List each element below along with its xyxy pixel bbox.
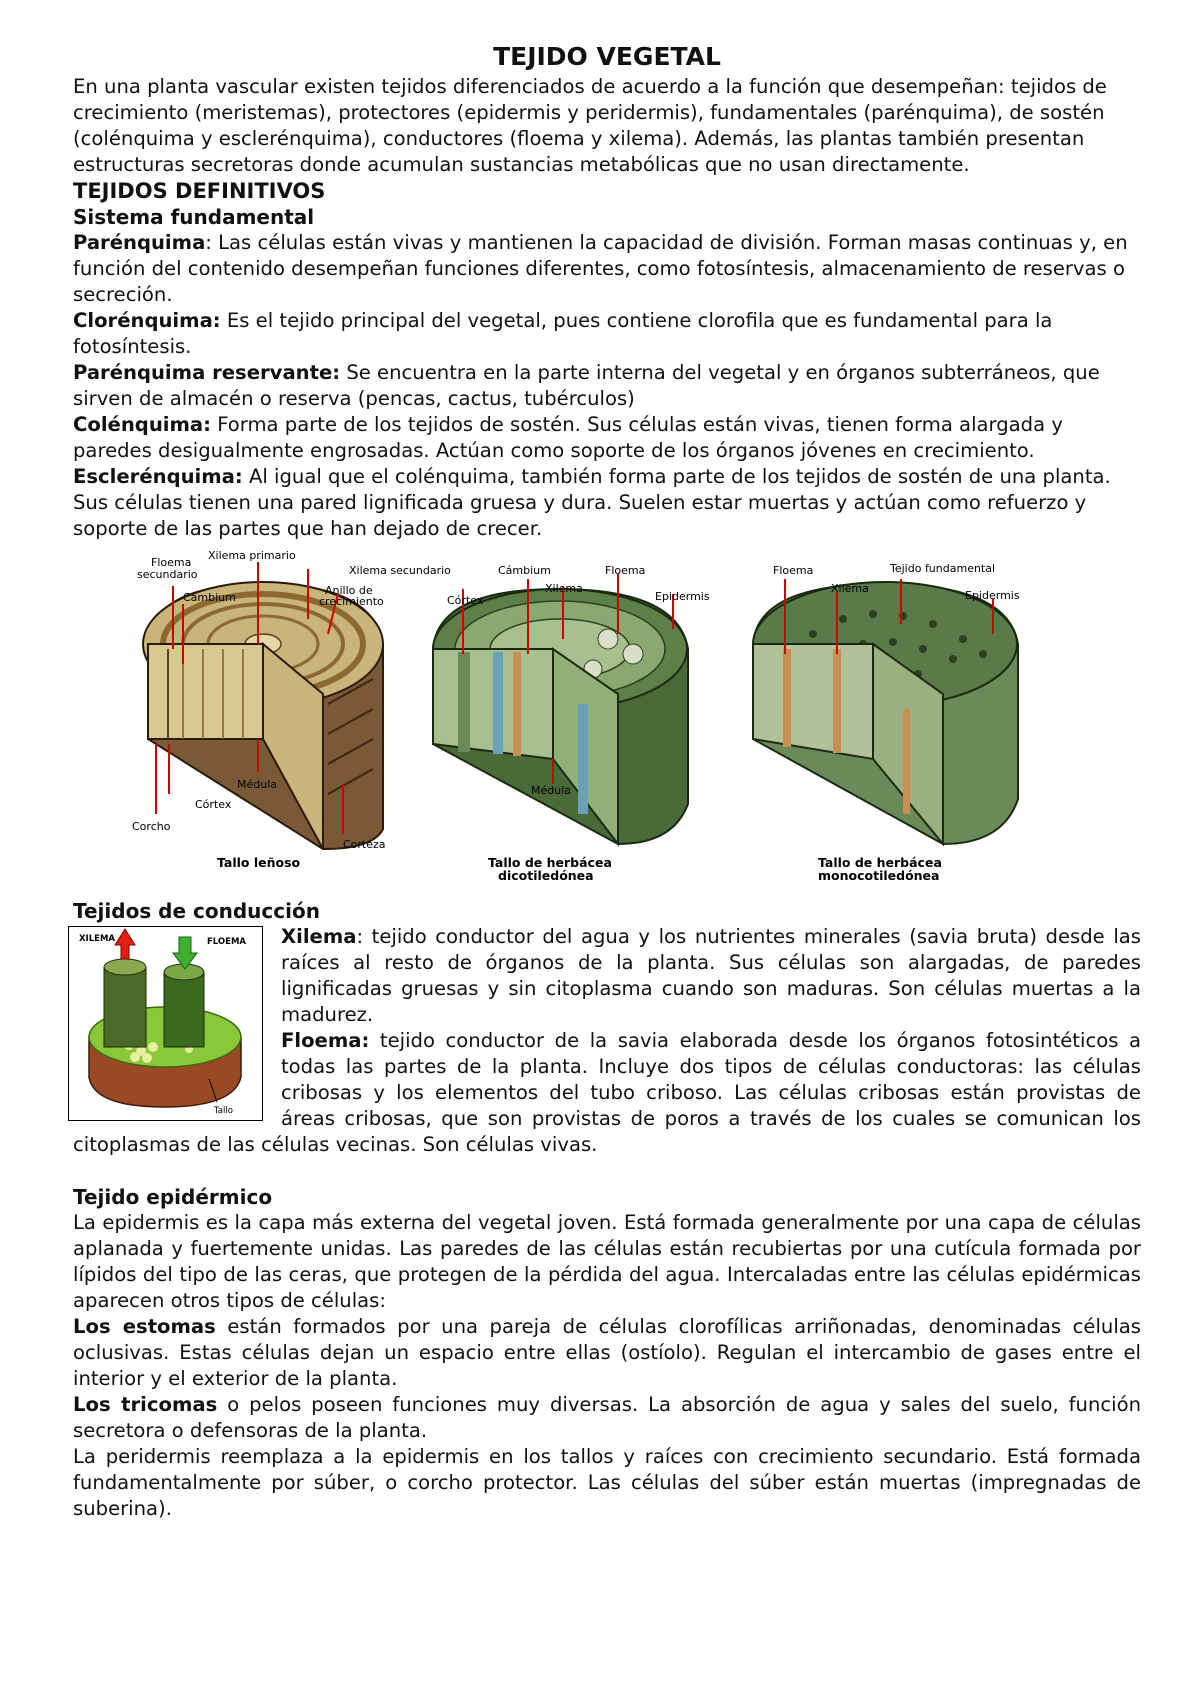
term-xilema: Xilema <box>281 925 357 948</box>
label-epidermis-3: Epidermis <box>965 589 1020 602</box>
spacer <box>73 1158 1141 1184</box>
label-anillo-2: crecimiento <box>319 595 384 608</box>
label-cambium-1: Cámbium <box>183 591 236 604</box>
label-floema-2: Floema <box>605 564 646 577</box>
text-floema: tejido conductor de la savia elaborada desde los órganos fotosintéticos a todas las partes de la planta. Incluye dos tipos de células conductoras: las células cribosas y los elementos del tubo criboso. Las células cribosas están provistas de áreas cribosas, que son provistas de poros a través de los cuales se comunican los citoplasmas de las células vecinas. Son células vivas. <box>73 1029 1141 1156</box>
paragraph-tricomas <box>73 1392 1141 1444</box>
label-medula-2: Médula <box>531 784 572 797</box>
text-xilema: : tejido conductor del agua y los nutrientes minerales (savia bruta) desde las raíces al resto de órganos de la planta. Sus células son alargadas, de paredes lignificadas gruesas y sin citoplasma cuando son maduras. Son células muertas a la madurez. <box>281 925 1141 1026</box>
term-floema: Floema: <box>281 1029 370 1052</box>
text-tricomas: o pelos poseen funciones muy diversas. La absorción de agua y sales del suelo, función secretora o defensoras de la planta. <box>73 1393 1141 1442</box>
paragraph-clorenquima <box>73 308 1141 360</box>
subheading-conduccion: Tejidos de conducción <box>73 899 320 923</box>
inset-label-floema: FLOEMA <box>207 937 246 947</box>
term-esclerenquima: Esclerénquima: <box>73 465 243 488</box>
label-floema-secundario-1: Floema <box>151 556 192 569</box>
woody-stem-illustration <box>143 582 383 849</box>
label-medula-1: Médula <box>237 778 278 791</box>
subheading-epidermico: Tejido epidérmico <box>73 1185 273 1209</box>
document-page <box>73 40 1141 1522</box>
paragraph-esclerenquima <box>73 464 1141 542</box>
text-clorenquima: Es el tejido principal del vegetal, pues contiene clorofila que es fundamental para la fotosíntesis. <box>73 309 1053 358</box>
text-estomas: están formados por una pareja de células clorofílicas arriñonadas, denominadas células oclusivas. Estas células dejan un espacio entre ellas (ostíolo). Regulan el intercambio de gases entre el interior y el exterior de la planta. <box>73 1315 1142 1390</box>
stem-diagrams-svg <box>73 544 1141 894</box>
term-estomas: Los estomas <box>73 1315 216 1338</box>
label-epidermis-2: Epidermis <box>655 590 710 603</box>
paragraph-reservante <box>73 360 1141 412</box>
label-xilema-3: Xilema <box>831 582 869 595</box>
text-reservante: Se encuentra en la parte interna del vegetal y en órganos subterráneos, que sirven de almacén o reserva (pencas, cactus, tubérculos) <box>73 361 1100 410</box>
paragraph-peridermis: La peridermis reemplaza a la epidermis en los tallos y raíces con crecimiento secundario. Está formada fundamentalmente por súber, o corcho protector. Las células del súber están muertas (impregnadas de suberina). <box>73 1445 1141 1520</box>
caption-dicot-2: dicotiledónea <box>498 868 594 883</box>
label-xilema-primario: Xilema primario <box>208 549 296 562</box>
label-corteza: Corteza <box>343 838 386 851</box>
term-tricomas: Los tricomas <box>73 1393 218 1416</box>
label-cambium-2: Cámbium <box>498 564 551 577</box>
label-floema-3: Floema <box>773 564 814 577</box>
label-xilema-secundario: Xilema secundario <box>349 564 451 577</box>
paragraph-estomas <box>73 1314 1141 1392</box>
subheading-fundamental: Sistema fundamental <box>73 205 315 229</box>
label-floema-secundario-2: secundario <box>137 568 198 581</box>
text-colenquima: Forma parte de los tejidos de sostén. Sus células están vivas, tienen forma alargada y paredes desigualmente engrosadas. Actúan como soporte de los órganos jóvenes en crecimiento. <box>73 413 1063 462</box>
monocot-stem-illustration <box>753 582 1018 844</box>
term-clorenquima: Clorénquima: <box>73 309 221 332</box>
caption-tallo-lenoso: Tallo leñoso <box>217 855 301 870</box>
label-tejido-fundamental: Tejido fundamental <box>890 562 996 575</box>
text-esclerenquima: Al igual que el colénquima, también forma parte de los tejidos de sostén de una planta. Sus células tienen una pared lignificada gruesa y dura. Suelen estar muertas y actúan como refuerzo y soporte de las partes que han dejado de crecer. <box>73 465 1111 540</box>
paragraph-colenquima <box>73 412 1141 464</box>
caption-dicot-1: Tallo de herbácea <box>488 855 612 870</box>
term-colenquima: Colénquima: <box>73 413 211 436</box>
caption-monocot-1: Tallo de herbácea <box>818 855 942 870</box>
xylem-phloem-inset-figure <box>68 926 263 1121</box>
paragraph-epidermis: La epidermis es la capa más externa del vegetal joven. Está formada generalmente por una capa de células aplanada y fuertemente unidas. Las paredes de las células están recubiertas por una cutícula formada por lípidos del tipo de las ceras, que protegen de la pérdida del agua. Intercaladas entre las células epidérmicas aparecen otros tipos de células: <box>73 1211 1141 1312</box>
text-parenquima: : Las células están vivas y mantienen la capacidad de división. Forman masas continuas y, en función del contenido desempeñan funciones diferentes, como fotosíntesis, almacenamiento de reservas o secreción. <box>73 231 1128 306</box>
label-xilema-2: Xilema <box>545 582 583 595</box>
term-reservante: Parénquima reservante: <box>73 361 341 384</box>
dicot-stem-illustration <box>433 589 688 844</box>
paragraph-parenquima <box>73 230 1141 308</box>
label-anillo-1: Anillo de <box>325 584 373 597</box>
term-parenquima: Parénquima <box>73 231 206 254</box>
section-heading-definitivos: TEJIDOS DEFINITIVOS <box>73 179 326 203</box>
label-corcho: Corcho <box>132 820 171 833</box>
xylem-phloem-svg <box>69 927 261 1119</box>
inset-label-xilema: XILEMA <box>79 934 115 944</box>
conduction-section <box>73 924 1141 1158</box>
label-cortex-2: Córtex <box>447 594 484 607</box>
stem-cross-section-figure <box>73 544 1141 894</box>
page-title: TEJIDO VEGETAL <box>493 42 721 71</box>
label-cortex-1: Córtex <box>195 798 232 811</box>
intro-paragraph: En una planta vascular existen tejidos diferenciados de acuerdo a la función que desempeñan: tejidos de crecimiento (meristemas), protectores (epidermis y peridermis), fundamentales (parénquima), de sostén (colénquima y esclerénquima), conductores (floema y xilema). Además, las plantas también presentan estructuras secretoras donde acumulan sustancias metabólicas que no usan directamente. <box>73 75 1107 176</box>
caption-monocot-2: monocotiledónea <box>818 868 940 883</box>
inset-label-tallo: Tallo <box>214 1106 233 1116</box>
